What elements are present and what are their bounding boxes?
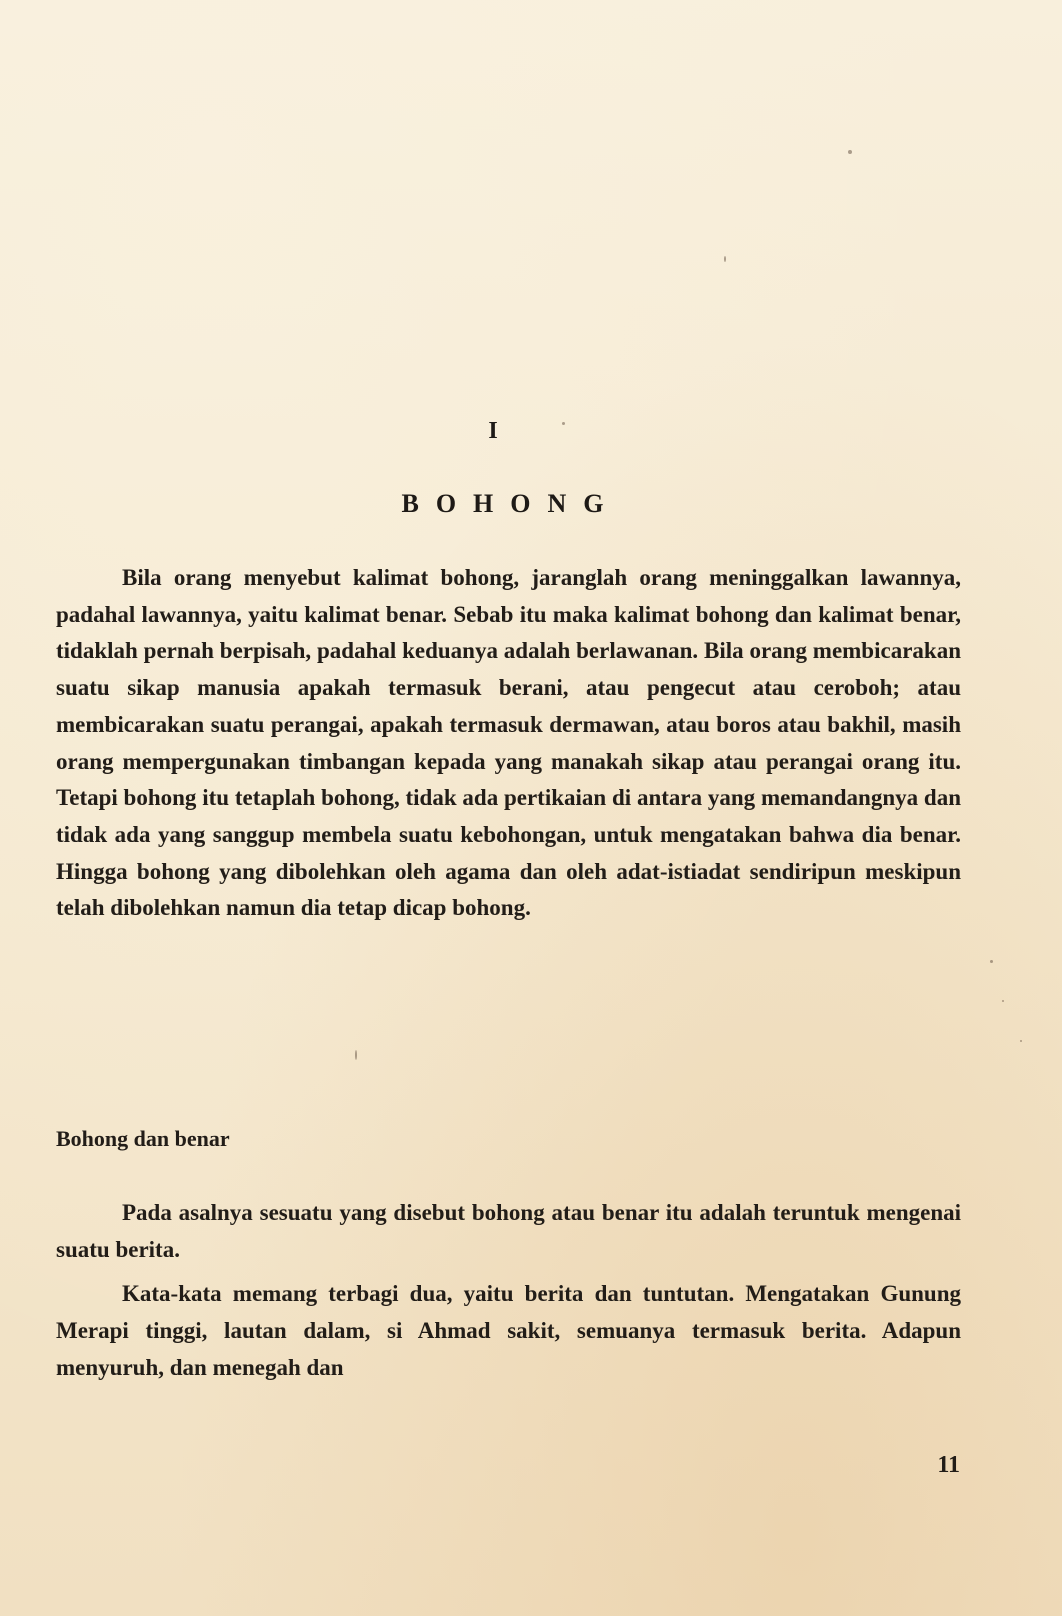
paragraph: Bila orang menyebut kalimat bohong, jaranglah orang meninggalkan lawannya, padahal lawannya, yaitu kalimat benar. Sebab itu maka kalimat bohong dan kalimat benar, tidaklah pernah berpisah, padahal keduanya adalah berlawanan. Bila orang membicarakan suatu sikap manusia apakah termasuk berani, atau pengecut atau ceroboh; atau membicarakan suatu perangai, apakah termasuk dermawan, atau boros atau bakhil, masih orang mempergunakan timbangan kepada yang manakah sikap atau perangai orang itu. Tetapi bohong itu tetaplah bohong, tidak ada pertikaian di antara yang memandangnya dan tidak ada yang sanggup membela suatu kebohongan, untuk mengatakan bahwa dia benar. Hingga bohong yang dibolehkan oleh agama dan oleh adat-istiadat sendiripun meskipun telah dibolehkan namun dia tetap dicap bohong. <box>56 565 961 921</box>
chapter-number: I <box>488 418 498 444</box>
paper-speck <box>990 960 993 963</box>
paper-speck <box>1020 1040 1022 1042</box>
paragraph: Kata-kata memang terbagi dua, yaitu berita dan tuntutan. Mengatakan Gunung Merapi tinggi, lautan dalam, si Ahmad sakit, semuanya termasuk berita. Adapun menyuruh, dan menegah dan <box>56 1281 961 1380</box>
paper-speck <box>355 1050 357 1060</box>
paper-speck <box>562 422 565 425</box>
paragraph: Pada asalnya sesuatu yang disebut bohong atau benar itu adalah teruntuk mengenai suatu berita. <box>56 1200 961 1262</box>
paper-speck <box>1002 1000 1004 1002</box>
chapter-title: BOHONG <box>401 489 621 518</box>
section-text <box>56 1195 961 1387</box>
intro-text <box>56 560 961 927</box>
section-heading: Bohong dan benar <box>56 1126 230 1151</box>
paper-speck <box>724 256 726 262</box>
page-number: 11 <box>937 1452 960 1478</box>
paper-speck <box>848 150 852 154</box>
